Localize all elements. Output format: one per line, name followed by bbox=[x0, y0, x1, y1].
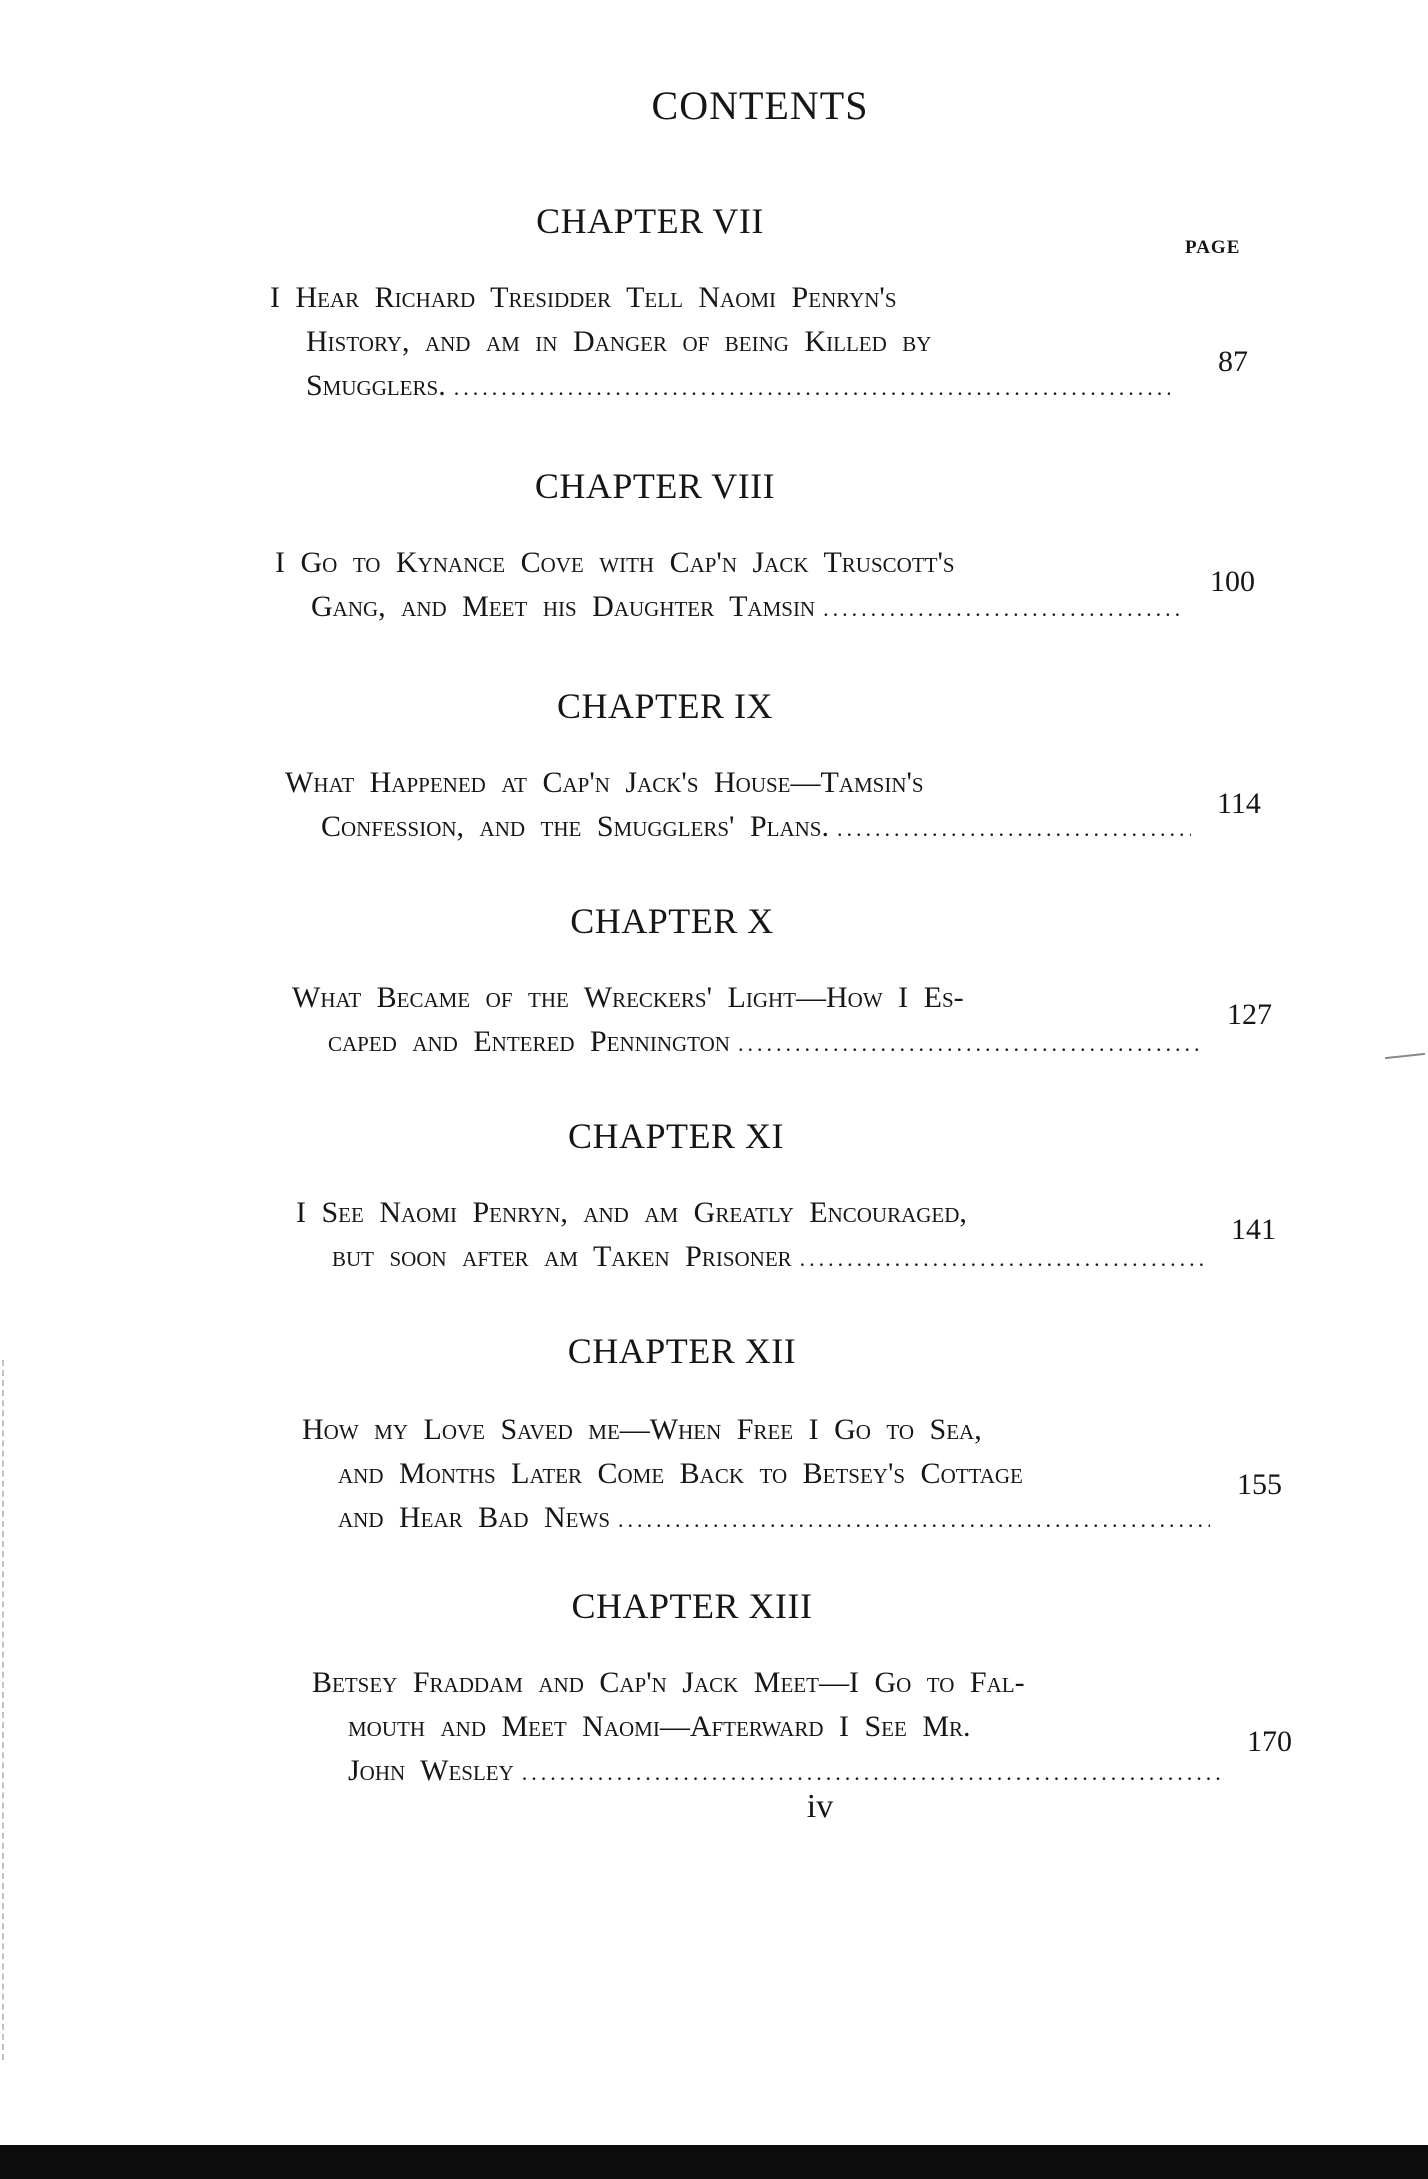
page-number: 127 bbox=[1227, 998, 1272, 1031]
entry-line-with-leader bbox=[312, 1749, 1228, 1793]
page-number: 114 bbox=[1217, 787, 1261, 820]
entry-line: mouth and Meet Naomi—Afterward I See Mr. bbox=[348, 1710, 971, 1743]
entry-line: I Go to Kynance Cove with Cap'n Jack Truscott's bbox=[275, 546, 955, 579]
chapter-section-7 bbox=[270, 200, 1270, 420]
chapter-heading: CHAPTER XII bbox=[567, 1331, 797, 1371]
entry-line-with-leader bbox=[270, 364, 1178, 408]
page-number: 141 bbox=[1231, 1213, 1276, 1246]
entry-line: I See Naomi Penryn, and am Greatly Encouraged, bbox=[296, 1196, 967, 1229]
page-number: 155 bbox=[1237, 1468, 1282, 1501]
chapter-entry bbox=[296, 1191, 1216, 1279]
entry-line-text: Confession, and the Smugglers' Plans. bbox=[321, 810, 829, 843]
page-number: 170 bbox=[1247, 1725, 1292, 1758]
scan-artifact bbox=[1385, 1053, 1425, 1059]
dot-leader bbox=[800, 1237, 1204, 1281]
entry-line-text: but soon after am Taken Prisoner bbox=[332, 1240, 792, 1273]
entry-line-text: caped and Entered Pennington bbox=[328, 1025, 730, 1058]
chapter-section-13 bbox=[312, 1585, 1312, 1815]
entry-line: History, and am in Danger of being Killed by bbox=[306, 325, 932, 358]
entry-line-with-leader bbox=[296, 1235, 1212, 1279]
entry-line: and Months Later Come Back to Betsey's Cottage bbox=[338, 1457, 1023, 1490]
chapter-entry bbox=[302, 1408, 1222, 1540]
chapter-heading: CHAPTER VIII bbox=[534, 466, 776, 506]
page-folio: iv bbox=[806, 1788, 834, 1825]
chapter-entry bbox=[285, 761, 1205, 849]
dot-leader bbox=[454, 366, 1170, 410]
chapter-entry bbox=[312, 1661, 1232, 1793]
entry-line: I Hear Richard Tresidder Tell Naomi Penryn's bbox=[270, 281, 897, 314]
entry-line-with-leader bbox=[292, 1020, 1208, 1064]
entry-line: Betsey Fraddam and Cap'n Jack Meet—I Go to Fal- bbox=[312, 1666, 1025, 1699]
entry-line: What Became of the Wreckers' Light—How I Es- bbox=[292, 981, 964, 1014]
dot-leader bbox=[618, 1498, 1210, 1542]
entry-line-text: Gang, and Meet his Daughter Tamsin bbox=[311, 590, 816, 623]
chapter-section-10 bbox=[292, 900, 1292, 1070]
chapter-section-12 bbox=[302, 1330, 1302, 1560]
entry-line-text: John Wesley bbox=[348, 1754, 514, 1787]
entry-line: How my Love Saved me—When Free I Go to Sea, bbox=[302, 1413, 982, 1446]
chapter-heading: CHAPTER VII bbox=[536, 201, 764, 241]
chapter-section-11 bbox=[296, 1115, 1296, 1285]
entry-line-with-leader bbox=[285, 805, 1199, 849]
chapter-entry bbox=[270, 276, 1190, 408]
entry-line: What Happened at Cap'n Jack's House—Tamsin's bbox=[285, 766, 924, 799]
chapter-heading: CHAPTER XI bbox=[567, 1116, 784, 1156]
chapter-heading: CHAPTER X bbox=[570, 901, 774, 941]
entry-line-with-leader bbox=[302, 1496, 1218, 1540]
entry-line-with-leader bbox=[275, 585, 1189, 629]
page-number: 87 bbox=[1218, 345, 1248, 378]
chapter-entry bbox=[292, 976, 1212, 1064]
chapter-heading: CHAPTER IX bbox=[556, 686, 773, 726]
dot-leader bbox=[823, 587, 1181, 631]
dot-leader bbox=[522, 1751, 1220, 1795]
page-title: CONTENTS bbox=[651, 83, 869, 128]
chapter-entry bbox=[275, 541, 1195, 629]
chapter-section-8 bbox=[275, 465, 1275, 625]
scan-edge-marks bbox=[2, 1360, 8, 2060]
entry-line-text: and Hear Bad News bbox=[338, 1501, 610, 1534]
scan-bottom-border bbox=[0, 2145, 1428, 2179]
entry-line-text: Smugglers. bbox=[306, 369, 446, 402]
chapter-heading: CHAPTER XIII bbox=[571, 1586, 813, 1626]
chapter-section-9 bbox=[285, 685, 1285, 855]
dot-leader bbox=[837, 807, 1191, 851]
page-column-label: PAGE bbox=[1185, 237, 1241, 258]
dot-leader bbox=[738, 1022, 1200, 1066]
page-number: 100 bbox=[1210, 565, 1255, 598]
